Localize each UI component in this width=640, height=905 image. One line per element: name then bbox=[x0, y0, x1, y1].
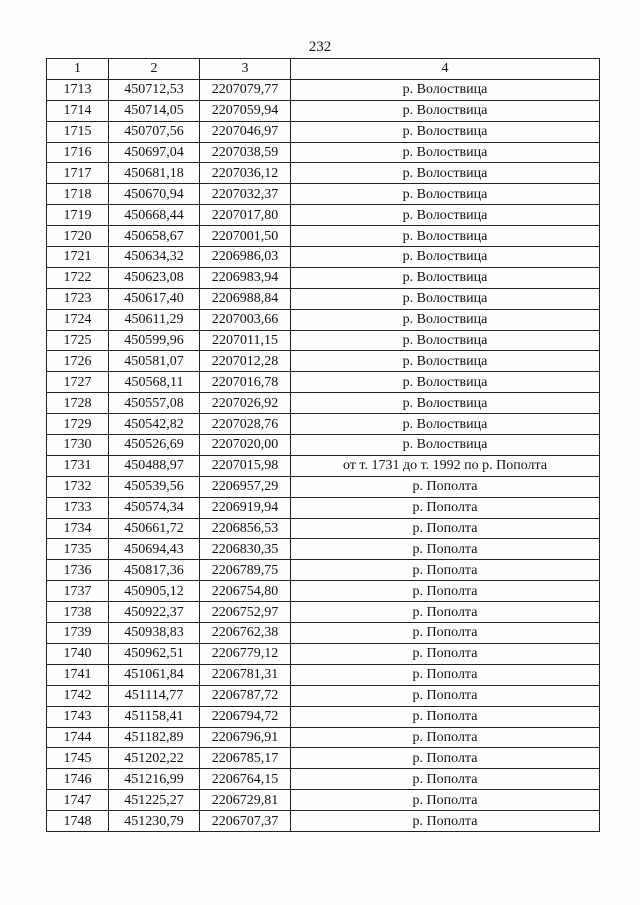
x-coordinate-cell: 450526,69 bbox=[109, 435, 200, 456]
table-row bbox=[47, 476, 600, 497]
table-row bbox=[47, 706, 600, 727]
y-coordinate-cell: 2207020,00 bbox=[200, 435, 291, 456]
y-coordinate-cell: 2207036,12 bbox=[200, 163, 291, 184]
table-row bbox=[47, 100, 600, 121]
point-number-cell: 1715 bbox=[47, 121, 109, 142]
table-row bbox=[47, 330, 600, 351]
point-number-cell: 1727 bbox=[47, 372, 109, 393]
description-cell: р. Волоствица bbox=[291, 267, 600, 288]
x-coordinate-cell: 450488,97 bbox=[109, 455, 200, 476]
column-header-3: 3 bbox=[200, 59, 291, 80]
y-coordinate-cell: 2206986,03 bbox=[200, 247, 291, 268]
table-row bbox=[47, 748, 600, 769]
x-coordinate-cell: 450658,67 bbox=[109, 226, 200, 247]
y-coordinate-cell: 2207059,94 bbox=[200, 100, 291, 121]
description-cell: р. Пополта bbox=[291, 643, 600, 664]
description-cell: р. Волоствица bbox=[291, 184, 600, 205]
y-coordinate-cell: 2206983,94 bbox=[200, 267, 291, 288]
description-cell: р. Волоствица bbox=[291, 121, 600, 142]
table-row bbox=[47, 142, 600, 163]
description-cell: р. Волоствица bbox=[291, 163, 600, 184]
description-cell: р. Пополта bbox=[291, 769, 600, 790]
y-coordinate-cell: 2206796,91 bbox=[200, 727, 291, 748]
x-coordinate-cell: 450617,40 bbox=[109, 288, 200, 309]
table-header-row bbox=[47, 59, 600, 80]
x-coordinate-cell: 451114,77 bbox=[109, 685, 200, 706]
point-number-cell: 1724 bbox=[47, 309, 109, 330]
description-cell: р. Волоствица bbox=[291, 393, 600, 414]
table-row bbox=[47, 539, 600, 560]
description-cell: р. Пополта bbox=[291, 560, 600, 581]
x-coordinate-cell: 450938,83 bbox=[109, 623, 200, 644]
table-row bbox=[47, 581, 600, 602]
table-row bbox=[47, 643, 600, 664]
table-row bbox=[47, 288, 600, 309]
table-row bbox=[47, 602, 600, 623]
table-row bbox=[47, 247, 600, 268]
table-row bbox=[47, 435, 600, 456]
y-coordinate-cell: 2207011,15 bbox=[200, 330, 291, 351]
description-cell: р. Пополта bbox=[291, 602, 600, 623]
y-coordinate-cell: 2206762,38 bbox=[200, 623, 291, 644]
description-cell: р. Волоствица bbox=[291, 288, 600, 309]
table-body bbox=[47, 79, 600, 831]
table-row bbox=[47, 560, 600, 581]
x-coordinate-cell: 450634,32 bbox=[109, 247, 200, 268]
description-cell: р. Пополта bbox=[291, 664, 600, 685]
point-number-cell: 1726 bbox=[47, 351, 109, 372]
description-cell: р. Пополта bbox=[291, 518, 600, 539]
y-coordinate-cell: 2206779,12 bbox=[200, 643, 291, 664]
x-coordinate-cell: 450557,08 bbox=[109, 393, 200, 414]
point-number-cell: 1720 bbox=[47, 226, 109, 247]
description-cell: р. Пополта bbox=[291, 497, 600, 518]
x-coordinate-cell: 450707,56 bbox=[109, 121, 200, 142]
table-row bbox=[47, 79, 600, 100]
x-coordinate-cell: 451182,89 bbox=[109, 727, 200, 748]
table-row bbox=[47, 455, 600, 476]
description-cell: р. Пополта bbox=[291, 581, 600, 602]
table-row bbox=[47, 497, 600, 518]
table-row bbox=[47, 184, 600, 205]
description-cell: р. Волоствица bbox=[291, 372, 600, 393]
description-cell: р. Волоствица bbox=[291, 414, 600, 435]
description-cell: р. Пополта bbox=[291, 539, 600, 560]
x-coordinate-cell: 450539,56 bbox=[109, 476, 200, 497]
x-coordinate-cell: 450681,18 bbox=[109, 163, 200, 184]
point-number-cell: 1740 bbox=[47, 643, 109, 664]
y-coordinate-cell: 2206781,31 bbox=[200, 664, 291, 685]
x-coordinate-cell: 451061,84 bbox=[109, 664, 200, 685]
description-cell: р. Пополта bbox=[291, 706, 600, 727]
y-coordinate-cell: 2207028,76 bbox=[200, 414, 291, 435]
y-coordinate-cell: 2207038,59 bbox=[200, 142, 291, 163]
point-number-cell: 1714 bbox=[47, 100, 109, 121]
x-coordinate-cell: 450581,07 bbox=[109, 351, 200, 372]
x-coordinate-cell: 450568,11 bbox=[109, 372, 200, 393]
point-number-cell: 1744 bbox=[47, 727, 109, 748]
x-coordinate-cell: 450542,82 bbox=[109, 414, 200, 435]
y-coordinate-cell: 2206787,72 bbox=[200, 685, 291, 706]
point-number-cell: 1732 bbox=[47, 476, 109, 497]
point-number-cell: 1723 bbox=[47, 288, 109, 309]
y-coordinate-cell: 2206794,72 bbox=[200, 706, 291, 727]
point-number-cell: 1739 bbox=[47, 623, 109, 644]
point-number-cell: 1745 bbox=[47, 748, 109, 769]
y-coordinate-cell: 2207046,97 bbox=[200, 121, 291, 142]
point-number-cell: 1733 bbox=[47, 497, 109, 518]
description-cell: р. Волоствица bbox=[291, 330, 600, 351]
y-coordinate-cell: 2207079,77 bbox=[200, 79, 291, 100]
x-coordinate-cell: 450599,96 bbox=[109, 330, 200, 351]
point-number-cell: 1738 bbox=[47, 602, 109, 623]
point-number-cell: 1735 bbox=[47, 539, 109, 560]
table-row bbox=[47, 811, 600, 832]
x-coordinate-cell: 450661,72 bbox=[109, 518, 200, 539]
x-coordinate-cell: 450712,53 bbox=[109, 79, 200, 100]
y-coordinate-cell: 2206957,29 bbox=[200, 476, 291, 497]
x-coordinate-cell: 450922,37 bbox=[109, 602, 200, 623]
table-row bbox=[47, 372, 600, 393]
y-coordinate-cell: 2206729,81 bbox=[200, 790, 291, 811]
x-coordinate-cell: 450668,44 bbox=[109, 205, 200, 226]
x-coordinate-cell: 451225,27 bbox=[109, 790, 200, 811]
x-coordinate-cell: 450905,12 bbox=[109, 581, 200, 602]
y-coordinate-cell: 2206830,35 bbox=[200, 539, 291, 560]
description-cell: р. Пополта bbox=[291, 790, 600, 811]
point-number-cell: 1716 bbox=[47, 142, 109, 163]
x-coordinate-cell: 450611,29 bbox=[109, 309, 200, 330]
point-number-cell: 1722 bbox=[47, 267, 109, 288]
x-coordinate-cell: 451230,79 bbox=[109, 811, 200, 832]
table-row bbox=[47, 267, 600, 288]
table-row bbox=[47, 121, 600, 142]
x-coordinate-cell: 450697,04 bbox=[109, 142, 200, 163]
table-row bbox=[47, 685, 600, 706]
point-number-cell: 1731 bbox=[47, 455, 109, 476]
description-cell: р. Волоствица bbox=[291, 100, 600, 121]
point-number-cell: 1748 bbox=[47, 811, 109, 832]
point-number-cell: 1713 bbox=[47, 79, 109, 100]
point-number-cell: 1729 bbox=[47, 414, 109, 435]
description-cell: р. Пополта bbox=[291, 685, 600, 706]
description-cell: р. Волоствица bbox=[291, 205, 600, 226]
description-cell: р. Пополта bbox=[291, 748, 600, 769]
description-cell: р. Волоствица bbox=[291, 142, 600, 163]
table-row bbox=[47, 393, 600, 414]
point-number-cell: 1747 bbox=[47, 790, 109, 811]
description-cell: р. Пополта bbox=[291, 623, 600, 644]
description-cell: р. Волоствица bbox=[291, 247, 600, 268]
y-coordinate-cell: 2206856,53 bbox=[200, 518, 291, 539]
y-coordinate-cell: 2206789,75 bbox=[200, 560, 291, 581]
y-coordinate-cell: 2207015,98 bbox=[200, 455, 291, 476]
point-number-cell: 1737 bbox=[47, 581, 109, 602]
point-number-cell: 1741 bbox=[47, 664, 109, 685]
table-row bbox=[47, 414, 600, 435]
y-coordinate-cell: 2206764,15 bbox=[200, 769, 291, 790]
y-coordinate-cell: 2207026,92 bbox=[200, 393, 291, 414]
description-cell: р. Волоствица bbox=[291, 351, 600, 372]
y-coordinate-cell: 2206785,17 bbox=[200, 748, 291, 769]
x-coordinate-cell: 451216,99 bbox=[109, 769, 200, 790]
table-row bbox=[47, 727, 600, 748]
table-row bbox=[47, 205, 600, 226]
y-coordinate-cell: 2206707,37 bbox=[200, 811, 291, 832]
description-cell: р. Пополта bbox=[291, 727, 600, 748]
description-cell: р. Пополта bbox=[291, 476, 600, 497]
point-number-cell: 1717 bbox=[47, 163, 109, 184]
y-coordinate-cell: 2206919,94 bbox=[200, 497, 291, 518]
point-number-cell: 1718 bbox=[47, 184, 109, 205]
y-coordinate-cell: 2207001,50 bbox=[200, 226, 291, 247]
point-number-cell: 1730 bbox=[47, 435, 109, 456]
y-coordinate-cell: 2206754,80 bbox=[200, 581, 291, 602]
column-header-1: 1 bbox=[47, 59, 109, 80]
x-coordinate-cell: 450962,51 bbox=[109, 643, 200, 664]
x-coordinate-cell: 450623,08 bbox=[109, 267, 200, 288]
point-number-cell: 1743 bbox=[47, 706, 109, 727]
description-cell: р. Волоствица bbox=[291, 79, 600, 100]
y-coordinate-cell: 2207016,78 bbox=[200, 372, 291, 393]
column-header-4: 4 bbox=[291, 59, 600, 80]
description-cell: от т. 1731 до т. 1992 по р. Пополта bbox=[291, 455, 600, 476]
description-cell: р. Пополта bbox=[291, 811, 600, 832]
x-coordinate-cell: 450714,05 bbox=[109, 100, 200, 121]
x-coordinate-cell: 451202,22 bbox=[109, 748, 200, 769]
y-coordinate-cell: 2207003,66 bbox=[200, 309, 291, 330]
x-coordinate-cell: 451158,41 bbox=[109, 706, 200, 727]
point-number-cell: 1734 bbox=[47, 518, 109, 539]
point-number-cell: 1721 bbox=[47, 247, 109, 268]
point-number-cell: 1736 bbox=[47, 560, 109, 581]
description-cell: р. Волоствица bbox=[291, 226, 600, 247]
column-header-2: 2 bbox=[109, 59, 200, 80]
description-cell: р. Волоствица bbox=[291, 309, 600, 330]
point-number-cell: 1719 bbox=[47, 205, 109, 226]
coordinates-table bbox=[46, 58, 600, 832]
x-coordinate-cell: 450694,43 bbox=[109, 539, 200, 560]
y-coordinate-cell: 2207017,80 bbox=[200, 205, 291, 226]
table-row bbox=[47, 623, 600, 644]
point-number-cell: 1746 bbox=[47, 769, 109, 790]
table-row bbox=[47, 664, 600, 685]
table-row bbox=[47, 226, 600, 247]
table-row bbox=[47, 518, 600, 539]
y-coordinate-cell: 2207012,28 bbox=[200, 351, 291, 372]
x-coordinate-cell: 450817,36 bbox=[109, 560, 200, 581]
y-coordinate-cell: 2206988,84 bbox=[200, 288, 291, 309]
table-row bbox=[47, 790, 600, 811]
y-coordinate-cell: 2206752,97 bbox=[200, 602, 291, 623]
table-row bbox=[47, 163, 600, 184]
table-row bbox=[47, 351, 600, 372]
point-number-cell: 1725 bbox=[47, 330, 109, 351]
x-coordinate-cell: 450670,94 bbox=[109, 184, 200, 205]
table-row bbox=[47, 309, 600, 330]
y-coordinate-cell: 2207032,37 bbox=[200, 184, 291, 205]
table-row bbox=[47, 769, 600, 790]
description-cell: р. Волоствица bbox=[291, 435, 600, 456]
point-number-cell: 1742 bbox=[47, 685, 109, 706]
page-number: 232 bbox=[308, 39, 332, 55]
point-number-cell: 1728 bbox=[47, 393, 109, 414]
x-coordinate-cell: 450574,34 bbox=[109, 497, 200, 518]
